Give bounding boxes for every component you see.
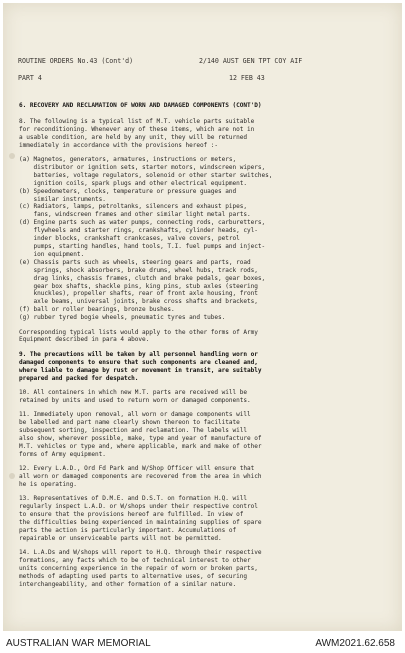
part-label: PART 4: [18, 74, 42, 82]
parts-list: (a) Magnetos, generators, armatures, instructions or meters, distributor or ignition sets, starter motors, windscreen wipers, batteries, voltage regulators, solenoid or other starter switches, ignition coils, spark plugs and other electrical equipment. (b) Speedometers, clocks, temperature or pressure guages and similar instruments. (c) Radiators, lamps, petroltanks, silencers and exhaust pipes, fans, windscreen frames and other similar light metal parts. (d) Engine parts such as water pumps, connecting rods, carburetters, flywheels and starter rings, crankshafts, cylinder heads, cyl- inder blocks, crankshaft crankcases, valve covers, petrol pumps, starting handles, hand tools, T.I. fuel pumps and inject- ion equipment. (e) Chassis parts such as wheels, steering gears and parts, road springs, shock absorbers, brake drums, wheel hubs, track rods, drag links, chassis frames, clutch and brake pedals, gear boxes, gear box shafts, shackle pins, king pins, stub axles (steering knuckles), propeller shafts, rear of front axle housing, front axle beams, universal joints, brake cross shafts and brackets, (f) ball or roller bearings, bronze bushes. (g) rubber tyred bogie wheels, pneumatic tyres and tubes.: [19, 156, 273, 322]
paragraph-8: 8. The following is a typical list of M.T. vehicle parts suitable for reconditioning. Whenever any of these items, which are not in a usable condition, are held by any unit, they will be returned immediately in accordance with the provisions hereof :-: [19, 117, 255, 149]
unit-header: 2/140 AUST GEN TPT COY AIF: [199, 57, 303, 65]
paragraph-9: 9. The precautions will be taken by all personnel handling worn or damaged components to ensure that such components are cleaned and, where liable to damage by rust or movement in transit, are suitably prepared and packed for despatch.: [19, 350, 262, 382]
document-body: [19, 96, 389, 595]
punch-hole-icon: [9, 153, 15, 159]
paragraph-11: 11. Immediately upon removal, all worn or damage components will be labelled and part name clearly shown thereon to facilitate subsequent sorting, inspection and reclamation. The labels will also show, wherever possible, make, type and year of manufacture of M.T. vehicles or type and, where applicable, mark and make of other forms of Army equipment.: [19, 411, 262, 458]
paragraph-10: 10. All containers in which new M.T. parts are received will be retained by units and used to return worn or damaged components.: [19, 389, 251, 404]
footer-source: AUSTRALIAN WAR MEMORIAL: [6, 638, 151, 649]
punch-hole-icon: [9, 473, 15, 479]
archive-footer: [0, 633, 405, 653]
paragraph-12: 12. Every L.A.D., Ord Fd Park and W/Shop Officer will ensure that all worn or damaged components are recovered from the area in which he is operating.: [19, 465, 262, 489]
orders-header: ROUTINE ORDERS No.43 (Cont'd): [18, 57, 134, 65]
corresponding-note: Corresponding typical lists would apply to the other forms of Army Equipment described in para 4 above.: [19, 328, 258, 344]
paragraph-13: 13. Representatives of D.M.E. and D.S.T. on formation H.Q. will regularly inspect L.A.D. or W/shops under their respective control to ensure that the provisions hereof are fulfilled. In view of the difficulties being experienced in maintaining supplies of spare parts the action is particularly important. Accumulations of repairable or unserviceable parts will not be permitted.: [19, 495, 262, 542]
document-page: [3, 3, 402, 631]
section-title: 6. RECOVERY AND RECLAMATION OF WORN AND DAMAGED COMPONENTS (CONT'D): [19, 102, 262, 109]
footer-record-id: AWM2021.62.658: [315, 638, 395, 649]
date-label: 12 FEB 43: [229, 74, 265, 82]
paragraph-14: 14. L.A.Ds and W/shops will report to H.Q. through their respective formations, any facts which to be of technical interest to other units concerning experience in the repair of worn or broken parts, methods of adapting used parts to alternative uses, of securing interchangeability, and other formation of a similar nature.: [19, 549, 262, 589]
